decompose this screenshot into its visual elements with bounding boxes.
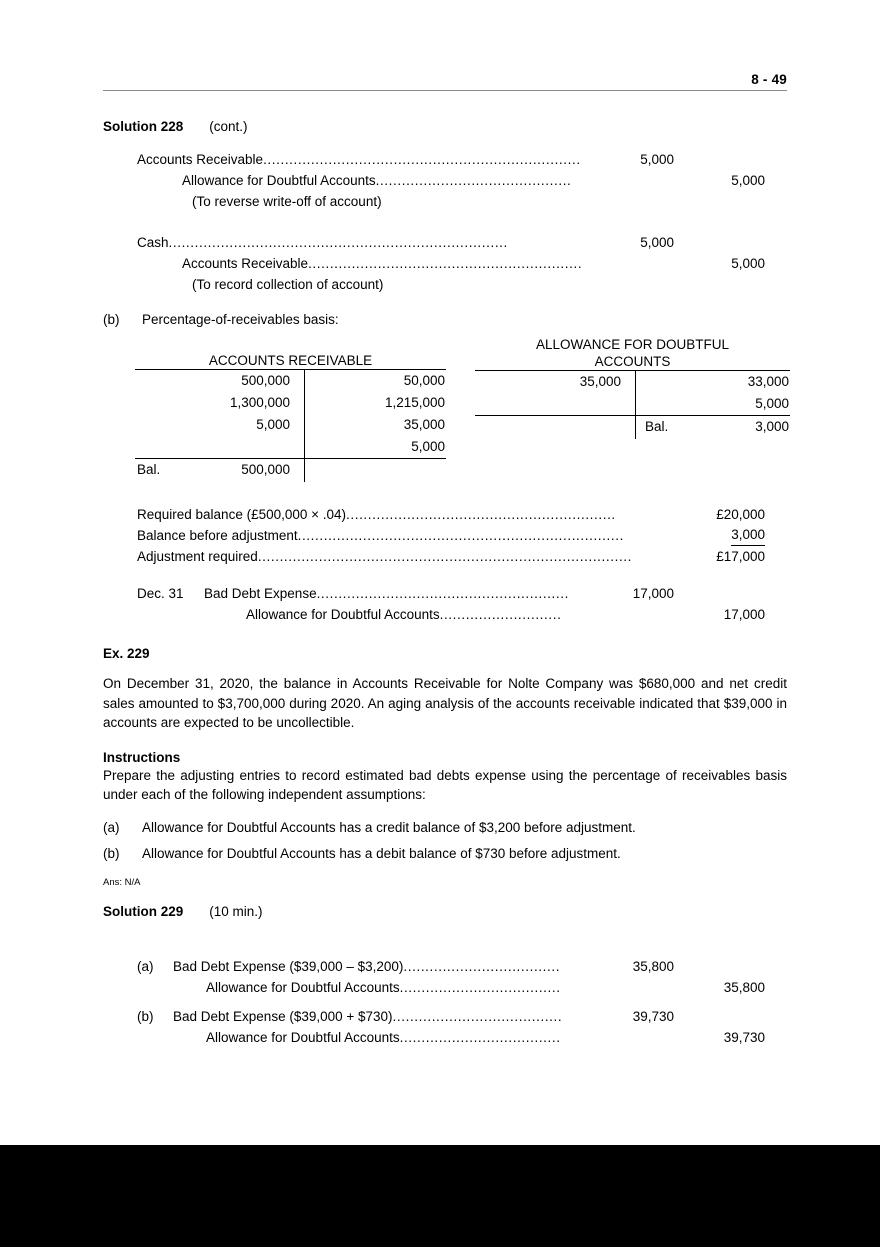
t-account-box <box>135 369 446 482</box>
t-account-debit: 35,000 <box>579 374 621 389</box>
journal-credit-amount: 5,000 <box>731 256 765 271</box>
t-account-title: ACCOUNTS RECEIVABLE <box>208 353 373 368</box>
assumption-text: Allowance for Doubtful Accounts has a credit balance of $3,200 before adjustment. <box>142 819 636 835</box>
assumption-marker: (b) <box>103 845 120 861</box>
t-account-row <box>135 436 446 458</box>
t-account-allowance-for-doubtful-accounts <box>475 336 790 439</box>
t-account-balance-label: Bal. <box>137 462 161 477</box>
adjusting-entry-date: Dec. 31 <box>137 586 184 601</box>
t-account-row <box>135 414 446 436</box>
t-account-row <box>475 371 790 393</box>
solution-228-title: Solution 228 <box>103 119 184 134</box>
t-account-debit: 5,000 <box>256 417 290 432</box>
adjusting-entry-credit-row <box>103 604 787 625</box>
calculation-row <box>103 525 787 546</box>
adjusting-entry-credit-amount: 17,000 <box>723 607 765 622</box>
t-account-credit: 33,000 <box>747 374 789 389</box>
journal-memo: (To reverse write-off of account) <box>192 194 382 209</box>
t-account-debit: 500,000 <box>241 373 290 388</box>
adjusting-entry-credit-label: Allowance for Doubtful Accounts............................ <box>246 607 562 622</box>
exercise-229-heading: Ex. 229 <box>103 646 150 661</box>
t-account-credit: 1,215,000 <box>384 395 445 410</box>
calculation-label: Adjustment required...................................................................................... <box>137 549 632 564</box>
page-number: 8 - 49 <box>751 72 787 87</box>
journal-entry-credit-row <box>103 253 787 274</box>
calculation-label: Required balance (£500,000 × .04).............................................................. <box>137 507 616 522</box>
t-account-row <box>475 393 790 415</box>
calculation-row <box>103 504 787 525</box>
journal-debit-amount: 5,000 <box>640 152 674 167</box>
solution-229-credit-amount: 35,800 <box>723 979 765 995</box>
t-account-debit: 1,300,000 <box>229 395 290 410</box>
journal-entry-credit-row <box>103 170 787 191</box>
footer-black-band <box>0 1145 880 1247</box>
assumption-text: Allowance for Doubtful Accounts has a debit balance of $730 before adjustment. <box>142 845 621 861</box>
calculation-label: Balance before adjustment........................................................................... <box>137 528 624 543</box>
adjusting-entry-debit-label: Bad Debt Expense.......................................................... <box>204 586 569 601</box>
t-account-title <box>475 336 790 370</box>
header-divider <box>103 90 787 91</box>
calculation-amount: £20,000 <box>716 507 765 522</box>
calculation-amount: £17,000 <box>716 549 765 564</box>
solution-229-debit-label: Bad Debt Expense ($39,000 + $730)....................................... <box>173 1008 563 1024</box>
assumption-item <box>103 817 787 843</box>
journal-credit-label: Allowance for Doubtful Accounts............................................. <box>182 173 572 188</box>
answer-note: Ans: N/A <box>103 876 141 888</box>
solution-229-credit-label: Allowance for Doubtful Accounts..................................... <box>206 979 561 995</box>
t-account-balance-row <box>475 416 790 438</box>
journal-debit-amount: 5,000 <box>640 235 674 250</box>
journal-credit-amount: 5,000 <box>731 173 765 188</box>
t-account-title-line-2: ACCOUNTS <box>594 354 671 369</box>
journal-memo: (To record collection of account) <box>192 277 384 292</box>
solution-228-note: (cont.) <box>209 119 248 134</box>
solution-229-credit-amount: 39,730 <box>723 1029 765 1045</box>
t-account-balance-amount: 3,000 <box>755 419 789 434</box>
t-account-accounts-receivable <box>135 352 446 482</box>
solution-229-heading <box>103 903 787 920</box>
assumption-item <box>103 843 787 869</box>
solution-229-title: Solution 229 <box>103 903 184 919</box>
journal-entry-memo-row <box>103 191 787 212</box>
t-account-box <box>475 370 790 439</box>
adjusting-entry-debit-amount: 17,000 <box>632 586 674 601</box>
t-account-row <box>135 370 446 392</box>
solution-228-heading <box>103 118 787 135</box>
calculation-row <box>103 546 787 567</box>
t-accounts-group <box>103 336 787 484</box>
solution-229-marker: (a) <box>137 958 154 974</box>
t-account-balance-amount: 500,000 <box>241 462 290 477</box>
journal-credit-label: Accounts Receivable............................................................... <box>182 256 583 271</box>
solution-229-entry-debit-row <box>103 1006 787 1027</box>
part-b-line <box>103 309 787 330</box>
page-header <box>103 72 787 91</box>
t-account-balance-row <box>135 459 446 481</box>
t-account-title-line-1: ALLOWANCE FOR DOUBTFUL <box>535 337 730 352</box>
exercise-229-body: On December 31, 2020, the balance in Accounts Receivable for Nolte Company was $680,000 and net credit sales amounted to $3,700,000 during 2020. An aging analysis of the accounts receivable indicated that $39,000 in accounts are expected to be uncollectible. <box>103 676 787 730</box>
solution-229-entry-credit-row <box>103 1027 787 1048</box>
assumption-marker: (a) <box>103 819 120 835</box>
adjusting-entry-debit-row <box>103 583 787 604</box>
journal-entry-debit-row <box>103 149 787 170</box>
solution-229-entry-credit-row <box>103 977 787 998</box>
journal-debit-label: Accounts Receivable......................................................................... <box>137 152 581 167</box>
instructions-heading: Instructions <box>103 749 181 765</box>
solution-229-debit-amount: 35,800 <box>632 958 674 974</box>
t-account-credit: 5,000 <box>755 396 789 411</box>
solution-229-debit-amount: 39,730 <box>632 1008 674 1024</box>
t-account-balance-label: Bal. <box>645 419 669 434</box>
solution-229-note: (10 min.) <box>209 903 263 919</box>
part-b-text: Percentage-of-receivables basis: <box>142 312 339 327</box>
t-account-credit: 35,000 <box>403 417 445 432</box>
instructions-body: Prepare the adjusting entries to record estimated bad debts expense using the percentage of receivables basis under each of the following independent assumptions: <box>103 767 787 802</box>
t-account-credit: 50,000 <box>403 373 445 388</box>
calculation-amount: 3,000 <box>731 525 765 546</box>
solution-229-debit-label: Bad Debt Expense ($39,000 – $3,200).................................... <box>173 958 561 974</box>
solution-229-entry-debit-row <box>103 956 787 977</box>
t-account-credit: 5,000 <box>411 439 445 454</box>
journal-debit-label: Cash.............................................................................. <box>137 235 508 250</box>
part-b-marker: (b) <box>103 312 120 327</box>
journal-entry-debit-row <box>103 232 787 253</box>
t-account-row <box>135 392 446 414</box>
solution-229-credit-label: Allowance for Doubtful Accounts..................................... <box>206 1029 561 1045</box>
solution-229-marker: (b) <box>137 1008 154 1024</box>
document-content <box>103 118 787 1048</box>
journal-entry-memo-row <box>103 274 787 295</box>
